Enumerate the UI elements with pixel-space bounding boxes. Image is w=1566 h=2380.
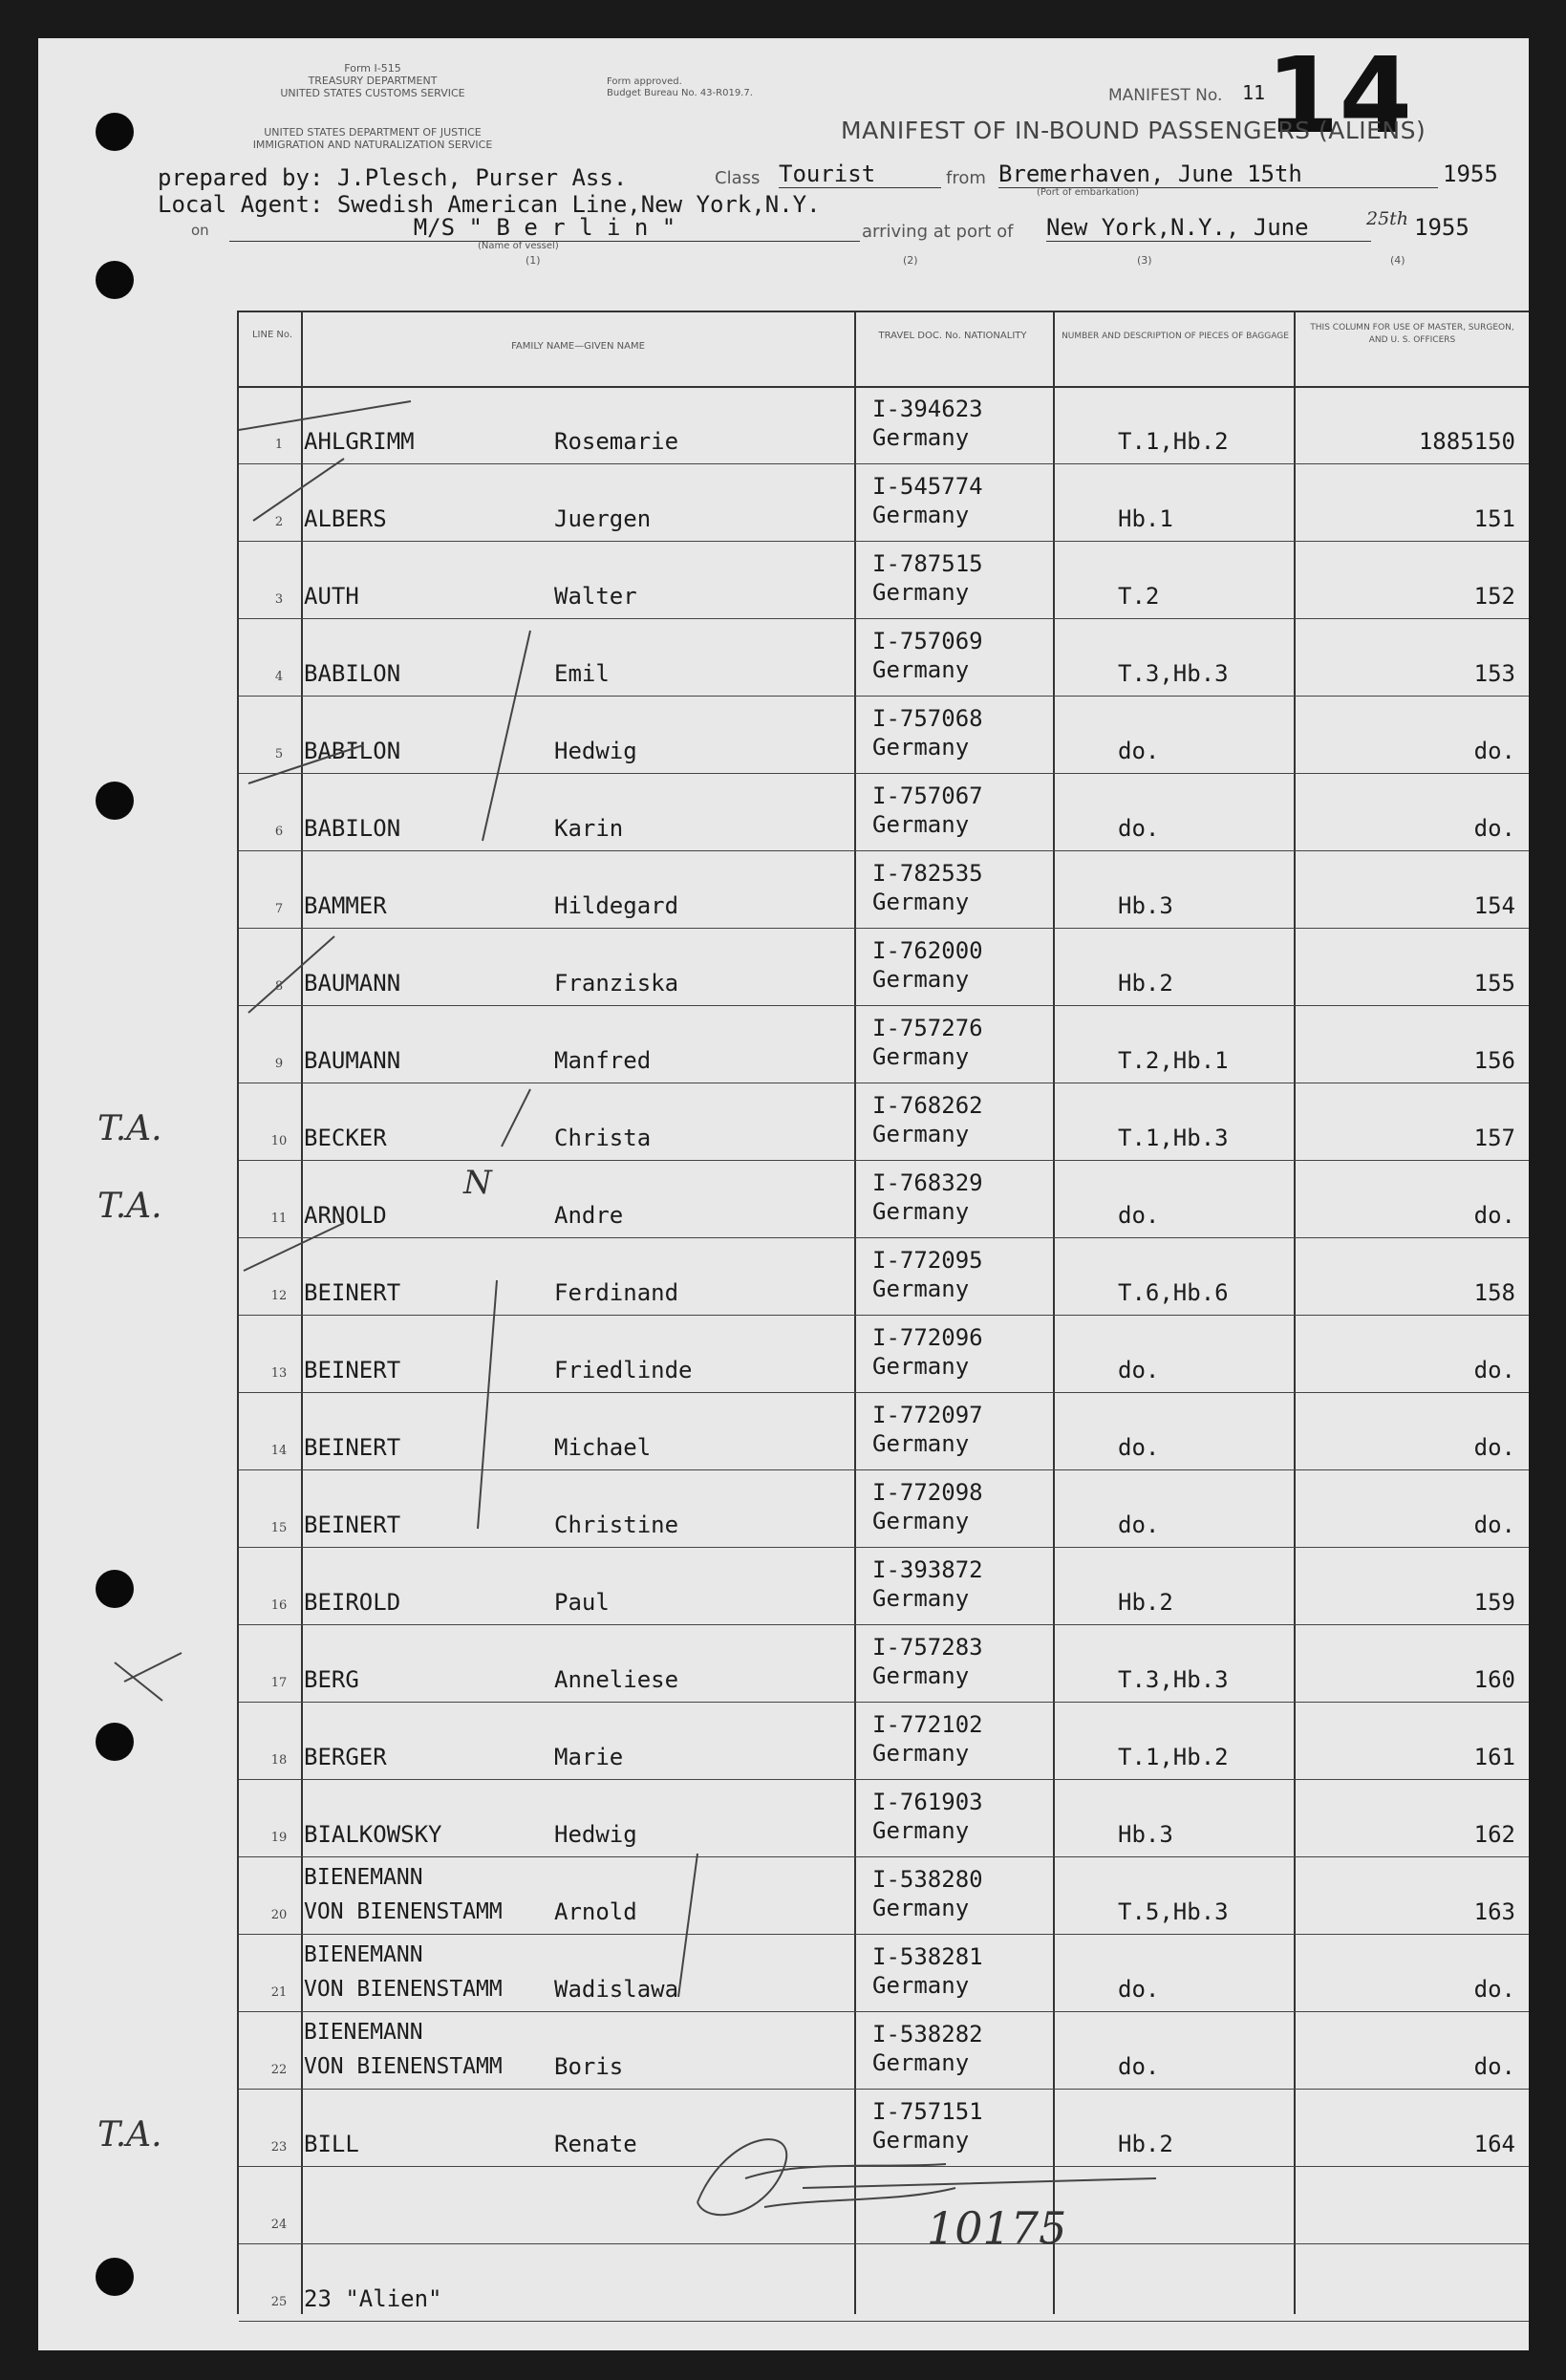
family-name: BIENEMANN VON BIENENSTAMM [304,1942,503,2002]
nationality: Germany [872,1817,970,1844]
class-value: Tourist [779,161,941,188]
nationality: Germany [872,1198,970,1225]
nationality: Germany [872,1043,970,1070]
nationality: Germany [872,1430,970,1457]
given-name: Hedwig [554,1821,637,1848]
family-name: ARNOLD [304,1202,387,1229]
given-name: Paul [554,1589,610,1616]
family-name: BILL [304,2131,359,2157]
officer-number: 153 [1473,660,1515,687]
line-number: 1 [274,438,284,452]
line-number: 3 [274,592,284,607]
baggage: T.5,Hb.3 [1118,1898,1229,1925]
baggage: T.3,Hb.3 [1118,1666,1229,1693]
strike-mark [248,745,363,783]
officer-number: do. [1473,1202,1515,1229]
nationality: Germany [872,1740,970,1767]
family-name: BIALKOWSKY [304,1821,442,1848]
officer-number: 164 [1473,2131,1515,2157]
officer-number: 162 [1473,1821,1515,1848]
family-name: BERG [304,1666,359,1693]
officer-number: 155 [1473,970,1515,997]
arrival-day: 25th [1366,208,1409,229]
officer-number: do. [1473,2053,1515,2080]
baggage: do. [1118,1512,1160,1538]
check-mark [502,1089,530,1147]
line-number: 22 [270,2063,288,2077]
baggage: do. [1118,1202,1160,1229]
travel-doc: I-538280 [872,1866,983,1893]
officer-number: 159 [1473,1589,1515,1616]
family-name: BAUMANN [304,970,401,997]
officer-number: 152 [1473,583,1515,610]
arrival-year: 1955 [1414,214,1469,241]
nationality: Germany [872,1895,970,1921]
from-value: Bremerhaven, June 15th [998,161,1438,188]
officer-number: do. [1473,815,1515,842]
nationality: Germany [872,2049,970,2076]
family-name: AHLGRIMM [304,428,415,455]
given-name: Friedlinde [554,1357,693,1383]
nationality: Germany [872,656,970,683]
baggage: Hb.1 [1118,505,1173,532]
given-name: Michael [554,1434,652,1461]
baggage: T.1,Hb.2 [1118,1744,1229,1770]
travel-doc: I-538282 [872,2021,983,2048]
baggage: T.1,Hb.2 [1118,428,1229,455]
line-number: 19 [270,1831,288,1845]
nationality: Germany [872,1662,970,1689]
travel-doc: I-768262 [872,1092,983,1119]
line-number: 17 [270,1676,288,1690]
vessel-caption: (Name of vessel) [478,241,559,251]
travel-doc: I-761903 [872,1789,983,1815]
vessel-name: M/S " B e r l i n " [229,214,860,242]
line-number: 5 [274,747,284,761]
margin-note: T.A. [97,2115,162,2155]
local-agent: Local Agent: Swedish American Line,New York,N.Y. [158,191,821,218]
margin-scribble [115,1653,182,1701]
officer-number: 161 [1473,1744,1515,1770]
prepared-by: prepared by: J.Plesch, Purser Ass. [158,164,628,191]
handwritten-note: N [463,1164,492,1202]
baggage: do. [1118,1357,1160,1383]
stamp-number: 14 [1266,34,1413,157]
nationality: Germany [872,579,970,606]
travel-doc: I-538281 [872,1943,983,1970]
line-number: 8 [274,979,284,994]
line-number: 24 [270,2218,288,2232]
family-name: BAUMANN [304,1047,401,1074]
given-name: Arnold [554,1898,637,1925]
travel-doc: I-772095 [872,1247,983,1274]
form-number: Form I-515 [344,62,401,75]
manifest-title: MANIFEST OF IN-BOUND PASSENGERS (ALIENS) [841,117,1427,144]
family-name: BIENEMANN VON BIENENSTAMM [304,1865,503,1924]
check-mark [483,631,530,841]
family-name: AUTH [304,583,359,610]
line-number: 21 [270,1985,288,2000]
officer-number: 163 [1473,1898,1515,1925]
from-label: from [946,168,986,188]
nationality: Germany [872,424,970,451]
travel-doc: I-772096 [872,1324,983,1351]
officer-number: do. [1473,1357,1515,1383]
header-officers: THIS COLUMN FOR USE OF MASTER, SURGEON, AND U. S. OFFICERS [1310,323,1514,345]
given-name: Rosemarie [554,428,679,455]
travel-doc: I-762000 [872,937,983,964]
header-baggage: NUMBER AND DESCRIPTION OF PIECES OF BAGGAGE [1062,332,1289,341]
line-number: 2 [274,515,284,529]
class-label: Class [715,168,761,188]
strike-mark [253,459,344,521]
officer-number: 1885150 [1418,428,1515,455]
baggage: do. [1118,1434,1160,1461]
margin-note: T.A. [97,1109,162,1148]
line-number: 6 [274,825,284,839]
nationality: Germany [872,1508,970,1534]
budget-line: Budget Bureau No. 43-R019.7. [607,88,753,98]
arriving-label: arriving at port of [862,222,1014,242]
given-name: Karin [554,815,624,842]
line-number: 7 [274,902,284,916]
col-number-1: (1) [526,254,541,267]
family-name: BEINERT [304,1279,401,1306]
col-number-3: (3) [1137,254,1152,267]
given-name: Ferdinand [554,1279,679,1306]
col-number-4: (4) [1390,254,1405,267]
signature-number: 10175 [927,2202,1067,2254]
baggage: Hb.3 [1118,1821,1173,1848]
baggage: T.2 [1118,583,1160,610]
nationality: Germany [872,2127,970,2154]
family-name: BABILON [304,738,401,764]
header-doc: TRAVEL DOC. No. NATIONALITY [878,331,1027,341]
given-name: Boris [554,2053,624,2080]
given-name: Hildegard [554,892,679,919]
officer-number: 157 [1473,1125,1515,1151]
nationality: Germany [872,1353,970,1380]
officer-number: 158 [1473,1279,1515,1306]
given-name: Andre [554,1202,624,1229]
travel-doc: I-787515 [872,550,983,577]
line-number: 11 [270,1211,288,1226]
manifest-number: 11 [1242,81,1266,104]
travel-doc: I-757151 [872,2098,983,2125]
family-name: BECKER [304,1125,387,1151]
travel-doc: I-757068 [872,705,983,732]
nationality: Germany [872,966,970,993]
col-number-2: (2) [903,254,918,267]
travel-doc: I-768329 [872,1169,983,1196]
port-embark-caption: (Port of embarkation) [1037,187,1140,198]
line-number: 23 [270,2140,288,2155]
travel-doc: I-772102 [872,1711,983,1738]
strike-mark [244,1223,344,1271]
baggage: do. [1118,738,1160,764]
line-number: 25 [270,2295,288,2309]
baggage: Hb.3 [1118,892,1173,919]
handwritten-marks [38,34,1529,2350]
given-name: Renate [554,2131,637,2157]
nationality: Germany [872,502,970,528]
travel-doc: I-393872 [872,1556,983,1583]
travel-doc: I-757069 [872,628,983,654]
baggage: T.6,Hb.6 [1118,1279,1229,1306]
given-name: Emil [554,660,610,687]
nationality: Germany [872,1585,970,1612]
travel-doc: I-757067 [872,783,983,809]
officer-number: do. [1473,1434,1515,1461]
family-name: BEIROLD [304,1589,401,1616]
from-year: 1955 [1443,161,1498,187]
officer-number: 154 [1473,892,1515,919]
strike-mark [239,401,411,430]
baggage: Hb.2 [1118,1589,1173,1616]
family-name: BEINERT [304,1357,401,1383]
family-name: BAMMER [304,892,387,919]
line-number: 13 [270,1366,288,1381]
baggage: Hb.2 [1118,970,1173,997]
customs-line: UNITED STATES CUSTOMS SERVICE [280,87,465,99]
officer-number: 151 [1473,505,1515,532]
baggage: do. [1118,2053,1160,2080]
family-name: BEINERT [304,1434,401,1461]
check-mark [678,1854,697,1997]
line-number: 4 [274,670,284,684]
line-number: 12 [270,1289,288,1303]
officer-number: do. [1473,1976,1515,2003]
nationality: Germany [872,811,970,838]
family-name: BERGER [304,1744,387,1770]
arrival-port-date: New York,N.Y., June [1046,214,1371,242]
strike-mark [248,936,334,1013]
family-name: BABILON [304,815,401,842]
manifest-label: MANIFEST No. [1108,86,1223,105]
baggage: do. [1118,815,1160,842]
baggage: T.1,Hb.3 [1118,1125,1229,1151]
check-mark [478,1280,497,1529]
officer-number: do. [1473,1512,1515,1538]
travel-doc: I-772097 [872,1402,983,1428]
nationality: Germany [872,889,970,915]
line-number: 16 [270,1598,288,1613]
travel-doc: I-757283 [872,1634,983,1661]
given-name: Christine [554,1512,679,1538]
given-name: Juergen [554,505,652,532]
on-label: on [191,222,209,239]
nationality: Germany [872,1276,970,1302]
nationality: Germany [872,1972,970,1999]
baggage: T.3,Hb.3 [1118,660,1229,687]
header-line-no: LINE No. [251,330,293,340]
ins-line: IMMIGRATION AND NATURALIZATION SERVICE [252,139,493,151]
line-number: 18 [270,1753,288,1768]
given-name: Walter [554,583,637,610]
margin-note: T.A. [97,1187,162,1226]
header-name: FAMILY NAME—GIVEN NAME [511,341,645,352]
given-name: Hedwig [554,738,637,764]
approved-line: Form approved. [607,76,682,87]
nationality: Germany [872,1121,970,1147]
officer-number: 156 [1473,1047,1515,1074]
travel-doc: I-772098 [872,1479,983,1506]
given-name: Marie [554,1744,624,1770]
line-number: 20 [270,1908,288,1922]
officer-number: 160 [1473,1666,1515,1693]
given-name: Wadislawa [554,1976,679,2003]
given-name: Christa [554,1125,652,1151]
manifest-page [38,34,1529,2350]
line-number: 10 [270,1134,288,1148]
treasury-line: TREASURY DEPARTMENT [308,75,438,87]
given-name: Anneliese [554,1666,679,1693]
line-number: 9 [274,1057,284,1071]
family-name: BIENEMANN VON BIENENSTAMM [304,2020,503,2079]
family-name: BEINERT [304,1512,401,1538]
baggage: Hb.2 [1118,2131,1173,2157]
justice-line: UNITED STATES DEPARTMENT OF JUSTICE [264,126,482,139]
family-name: BABILON [304,660,401,687]
given-name: Manfred [554,1047,652,1074]
family-name: ALBERS [304,505,387,532]
nationality: Germany [872,734,970,761]
line-number: 14 [270,1444,288,1458]
travel-doc: I-757276 [872,1015,983,1041]
baggage: do. [1118,1976,1160,2003]
baggage: T.2,Hb.1 [1118,1047,1229,1074]
travel-doc: I-545774 [872,473,983,500]
officer-number: do. [1473,738,1515,764]
travel-doc: I-394623 [872,396,983,422]
line-number: 15 [270,1521,288,1535]
given-name: Franziska [554,970,679,997]
family-name: 23 "Alien" [304,2285,442,2312]
travel-doc: I-782535 [872,860,983,887]
